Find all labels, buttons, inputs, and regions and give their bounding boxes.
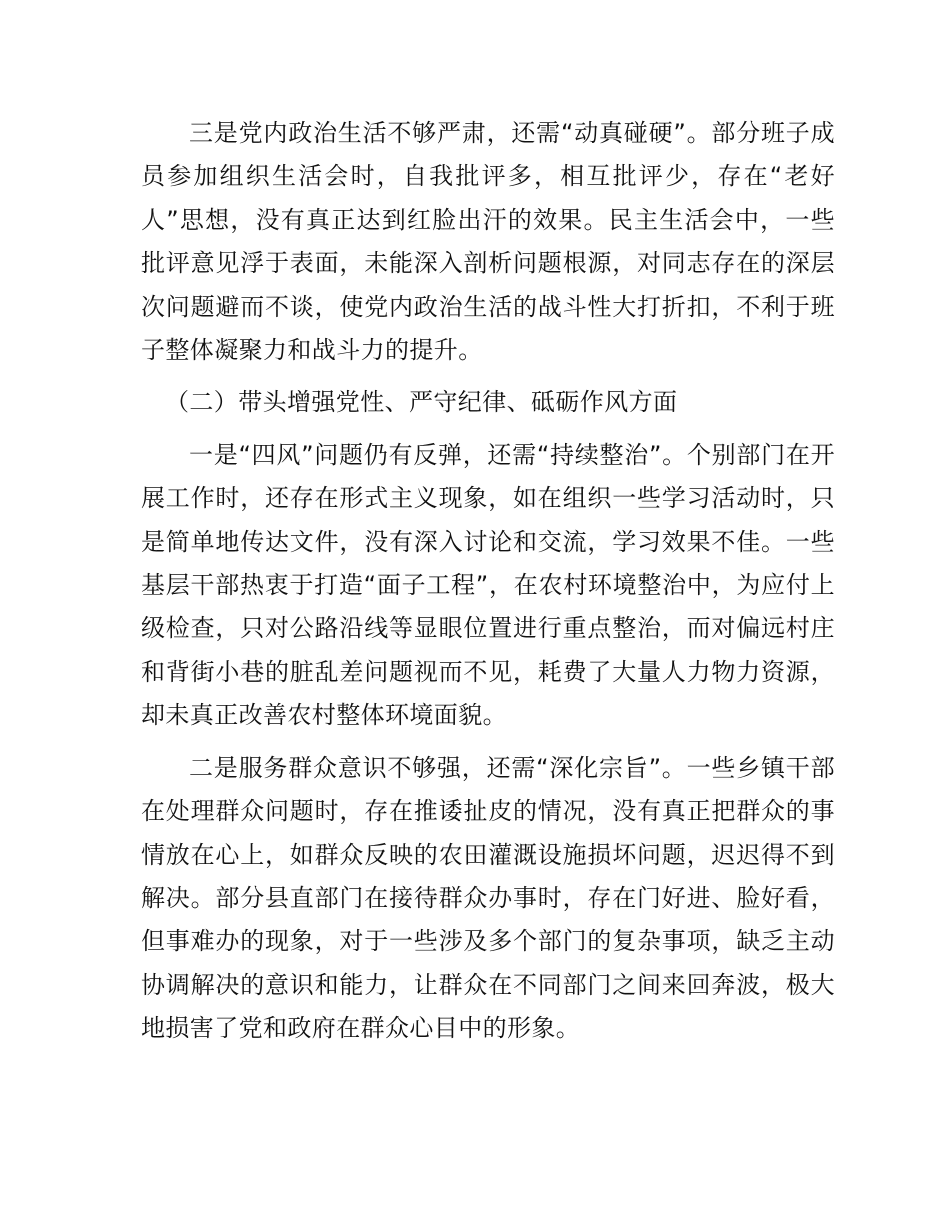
- paragraph-inner-party-political-life: 三是党内政治生活不够严肃，还需“动真碰硬”。部分班子成员参加组织生活会时，自我批评多，相互批评少，存在“老好人”思想，没有真正达到红脸出汗的效果。民主生活会中，一些批评意见浮于表面，未能深入剖析问题根源，对同志存在的深层次问题避而不谈，使党内政治生活的战斗性大打折扣，不利于班子整体凝聚力和战斗力的提升。: [141, 119, 835, 365]
- paragraph-serving-the-masses: 二是服务群众意识不够强，还需“深化宗旨”。一些乡镇干部在处理群众问题时，存在推诿扯皮的情况，没有真正把群众的事情放在心上，如群众反映的农田灌溉设施损坏问题，迟迟得不到解决。部分县直部门在接待群众办事时，存在门好进、脸好看，但事难办的现象，对于一些涉及多个部门的复杂事项，缺乏主动协调解决的意识和能力，让群众在不同部门之间来回奔波，极大地损害了党和政府在群众心目中的形象。: [141, 753, 835, 1043]
- section-heading-party-spirit-discipline-style: （二）带头增强党性、严守纪律、砥砺作风方面: [165, 388, 678, 417]
- paragraph-four-winds-problem: 一是“四风”问题仍有反弹，还需“持续整治”。个别部门在开展工作时，还存在形式主义现象，如在组织一些学习活动时，只是简单地传达文件，没有深入讨论和交流，学习效果不佳。一些基层干部热衷于打造“面子工程”，在农村环境整治中，为应付上级检查，只对公路沿线等显眼位置进行重点整治，而对偏远村庄和背街小巷的脏乱差问题视而不见，耗费了大量人力物力资源，却未真正改善农村整体环境面貌。: [141, 440, 835, 730]
- document-body: [141, 112, 835, 1060]
